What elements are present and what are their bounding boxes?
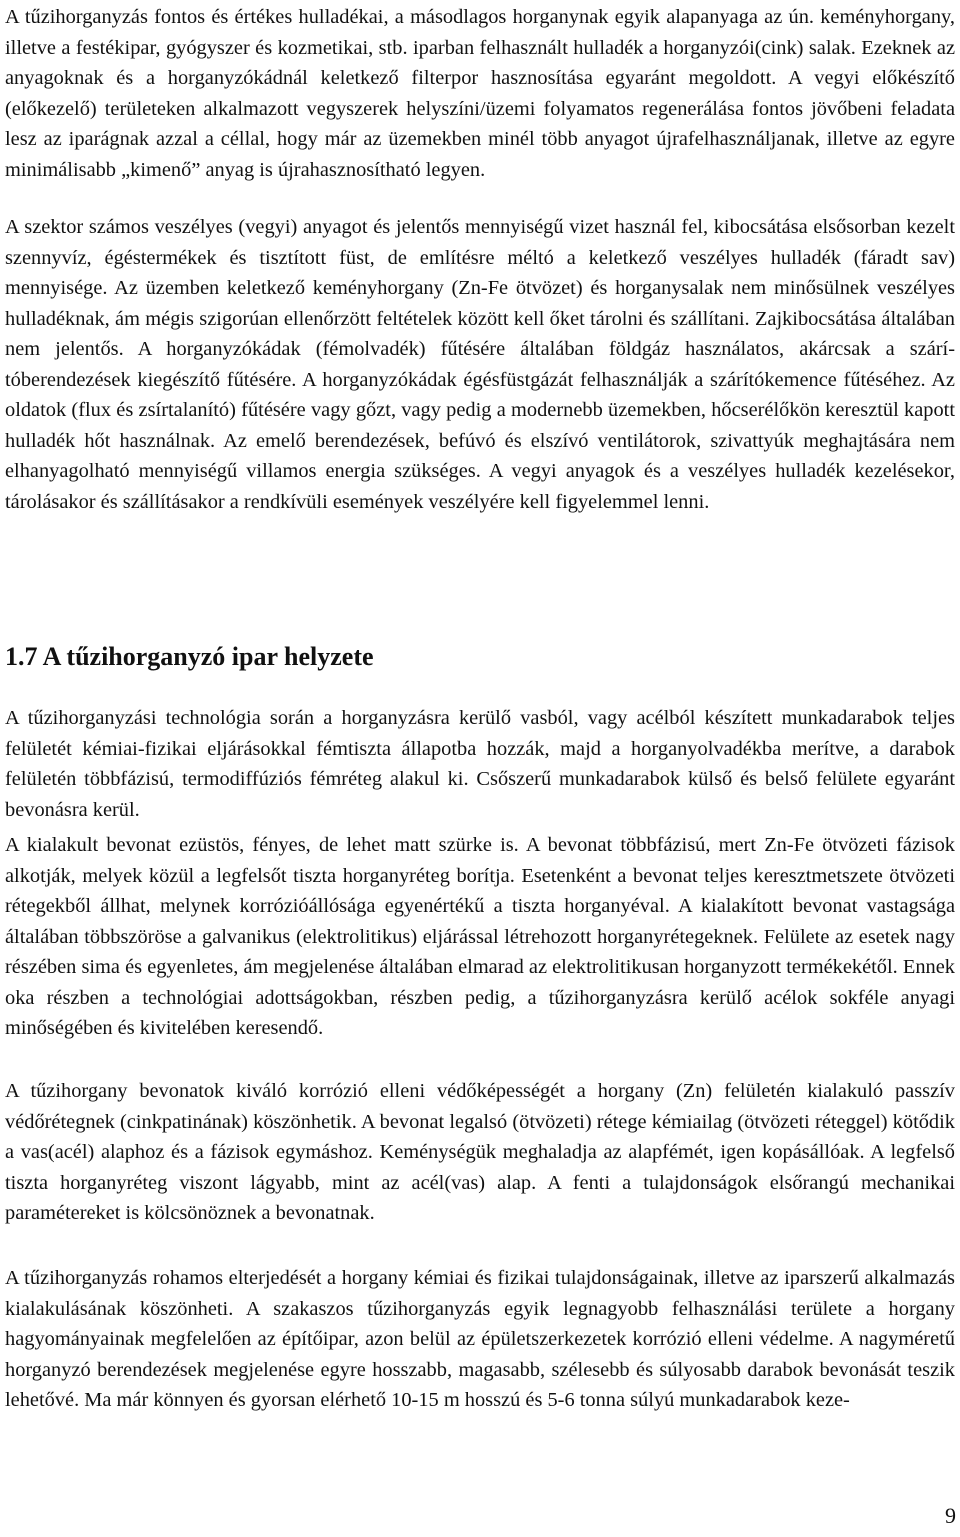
section-heading: 1.7 A tűzihorganyzó ipar helyzete bbox=[5, 642, 374, 671]
paragraph-sector-emissions: A szektor számos veszélyes (vegyi) anyagot és jelentős mennyiségű vizet használ fel, kibocsátása elsősorban kezelt szennyvíz, égéstermékek és tisztított füst, de említésre méltó a keletkező veszélyes hulladék (fáradt sav) mennyisége. Az üzemben keletkező keményhorgany (Zn-Fe ötvözet) és horganysalak nem minősülnek veszélyes hulladéknak, ám mégis szigorúan ellenőrzött feltételek között kell őket tárolni és szállítani. Zajkibocsátása általában nem jelentős. A horganyzókádak (fémolvadék) fűtésére általában földgáz használatos, akárcsak a szárítóberendezések kiegészítő fűtésére. A horganyzókádak égésfüstgázát felhasználják a szárítókemence fűtéséhez. Az oldatok (flux és zsírtalanító) fűtésére vagy gőzt, vagy pedig a modernebb üzemekben, hőcserélőkön keresztül kapott hulladék hőt használnak. Az emelő berendezések, befúvó és elszívó ventilátorok, szivattyúk meghajtására nem elhanyagolható mennyiségű villamos energia szükséges. A vegyi anyagok és a veszélyes hulladék kezelésekor, tárolásakor és szállításakor a rendkívüli események veszélyére kell figyelemmel lenni. bbox=[5, 216, 955, 513]
paragraph-corrosion-protection: A tűzihorgany bevonatok kiváló korrózió elleni védőképességét a horgany (Zn) felületén kialakuló passzív védőrétegnek (cinkpatinának) köszönhetik. A bevonat legalsó (ötvözeti) rétege kémiailag (ötvözeti réteggel) kötődik a vas(acél) alaphoz és a fázisok egymáshoz. Keménységük meghaladja az alapfémét, igen kopásállóak. A legfelső tiszta horganyréteg viszont lágyabb, mint az acél(vas) alap. A fenti a tulajdonságok elsőrangú mechanikai paramétereket is kölcsönöznek a bevonatnak. bbox=[5, 1080, 955, 1224]
paragraph-intro: A tűzihorganyzás fontos és értékes hulladékai, a másodlagos horganynak egyik alapanyaga az ún. keményhorgany, illetve a festékipar, gyógyszer és kozmetikai, stb. iparban felhasznált hulladék a horganyzói(cink) salak. Ezeknek az anyagoknak és a horganyzókádnál keletkező filterpor hasznosítása egyaránt megoldott. A vegyi előkészítő (előkezelő) területeken alkalmazott vegyszerek helyszíni/üzemi folyamatos regenerálása fontos jövőbeni feladata lesz az iparágnak azzal a céllal, hogy már az üzemekben minél több anyagot újrafelhasználjanak, illetve az egyre minimálisabb „kimenő” anyag is újrahasznosítható legyen. bbox=[5, 6, 955, 181]
paragraph-coating: A kialakult bevonat ezüstös, fényes, de lehet matt szürke is. A bevonat többfázisú, mert Zn-Fe ötvözeti fázisok alkotják, melyek közül a legfelsőt tiszta horganyréteg borítja. Esetenként a bevonat teljes keresztmetszete ötvözeti rétegekből állhat, melynek korrózióállósága egyenértékű a tiszta horganyéval. A kialakított bevonat vastagsága általában többszöröse a galvanikus (elektrolitikus) eljárással létrehozott horganyrétegeknek. Felülete az esetek nagy részében sima és egyenletes, ám megjelenése általában elmarad az elektrolitikusan horganyzott termékekétől. Ennek oka részben a technológiai adottságokban, részben pedig, a tűzihorganyzásra kerülő acélok sokféle anyagi minőségében és kivitelében keresendő. bbox=[5, 834, 955, 1039]
paragraph-spread: A tűzihorganyzás rohamos elterjedését a horgany kémiai és fizikai tulajdonságainak, illetve az iparszerű alkalmazás kialakulásának köszönheti. A szakaszos tűzihorganyzás egyik legnagyobb felhasználási területe a horgany hagyományainak megfelelően az építőipar, azon belül az épületszerkezetek korrózió elleni védelme. A nagyméretű horganyzó berendezések megjelenése egyre hosszabb, magasabb, szélesebb és súlyosabb darabok bevonását teszik lehetővé. Ma már könnyen és gyorsan elérhető 10-15 m hosszú és 5-6 tonna súlyú munkadarabok keze- bbox=[5, 1267, 955, 1411]
paragraph-technology: A tűzihorganyzási technológia során a horganyzásra kerülő vasból, vagy acélból készített munkadarabok teljes felületét kémiai-fizikai eljárásokkal fémtiszta állapotba hozzák, majd a horganyolvadékba merítve, a darabok felületén többfázisú, termodiffúziós fémréteg alakul ki. Csőszerű munkadarabok külső és belső felülete egyaránt bevonásra kerül. bbox=[5, 707, 955, 821]
page-number: 9 bbox=[945, 1503, 956, 1528]
